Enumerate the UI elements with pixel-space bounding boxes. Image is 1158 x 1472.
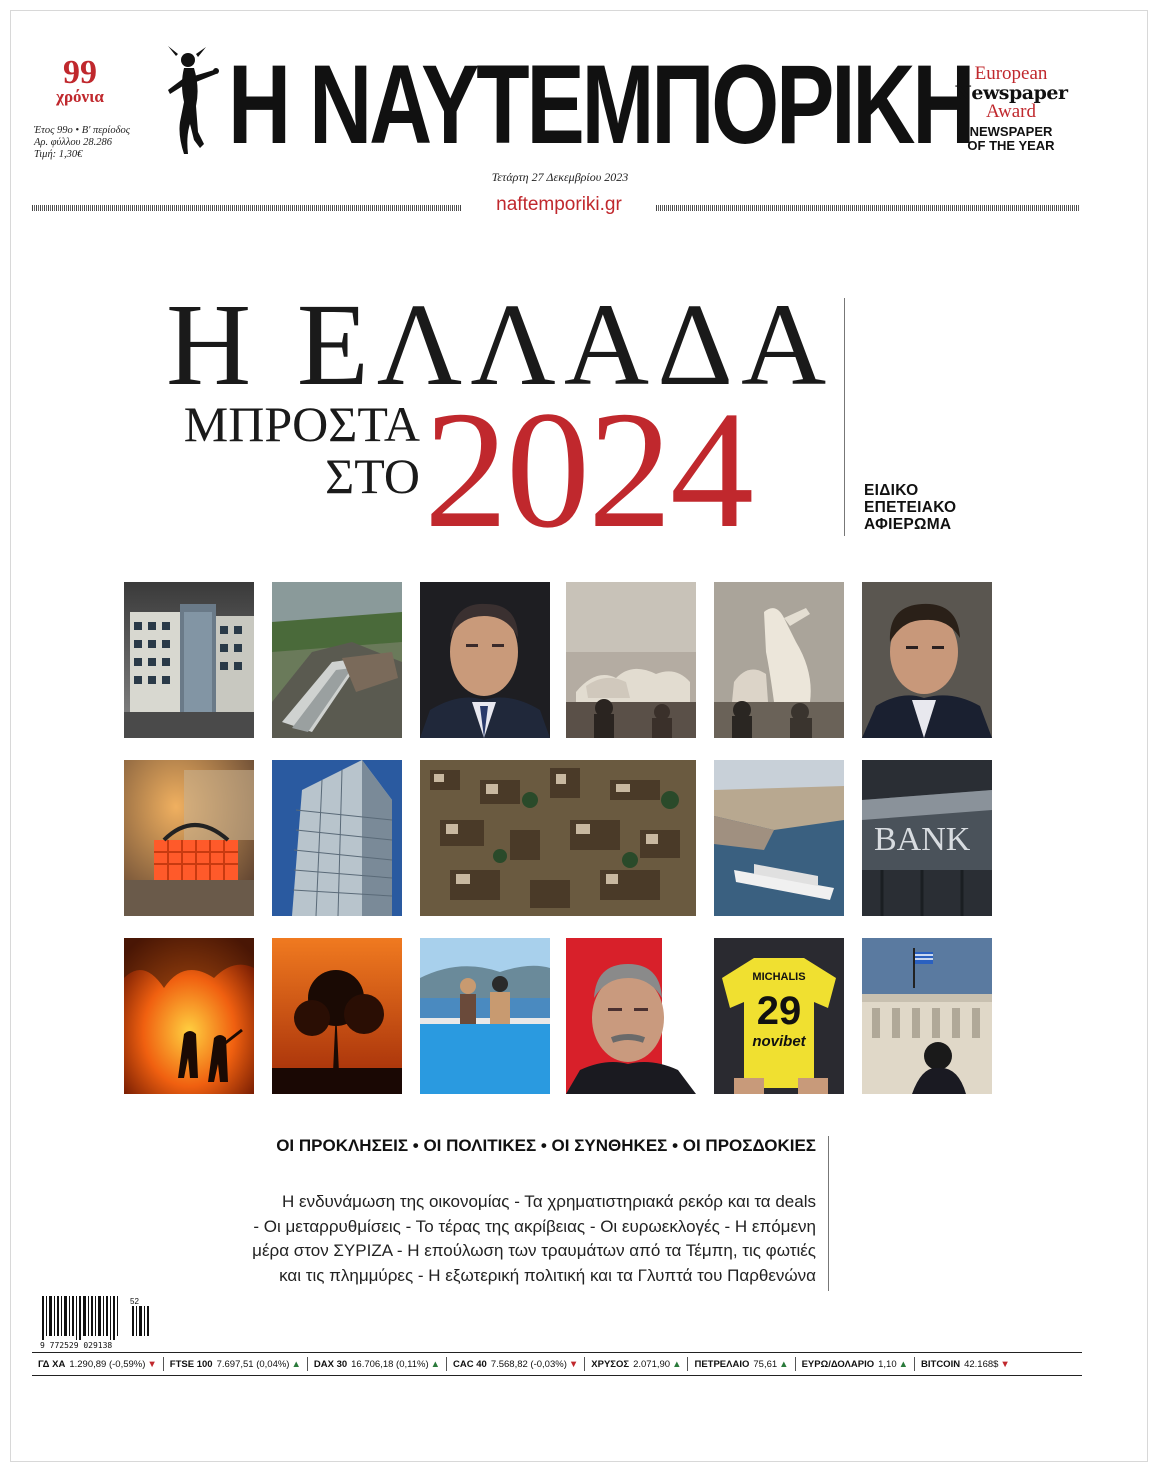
headline-mprosta: ΜΠΡΟΣΤΑ	[183, 396, 420, 452]
ticker-item-bitcoin: BITCOIN 42.168$ ▼	[914, 1357, 1016, 1371]
ticker-item-athex: ΓΔ ΧΑ 1.290,89 (-0,59%) ▼	[38, 1358, 157, 1370]
description-line-1: Η ενδυνάμωση της οικονομίας - Τα χρηματιστηριακά ρεκόρ και τα deals	[281, 1192, 816, 1211]
description-line-2: - Οι μεταρρυθμίσεις - Το τέρας της ακρίβειας - Οι ευρωεκλογές - Η επόμενη	[253, 1216, 816, 1236]
headline-sto: ΣΤΟ	[325, 448, 420, 504]
award-line-newspaper: Newspaper	[954, 82, 1068, 104]
down-arrow-icon: ▼	[568, 1358, 579, 1370]
topics-line: ΟΙ ΠΡΟΚΛΗΣΕΙΣ • ΟΙ ΠΟΛΙΤΙΚΕΣ • ΟΙ ΣΥΝΘΗΚΕΣ • ΟΙ ΠΡΟΣΔΟΚΙΕΣ	[276, 1136, 816, 1155]
photo-bank-building	[862, 760, 992, 916]
up-arrow-icon: ▲	[430, 1358, 441, 1370]
publication-date: Τετάρτη 27 Δεκεμβρίου 2023	[491, 170, 629, 184]
ticker-item-ftse: FTSE 100 7.697,51 (0,04%) ▲	[163, 1357, 307, 1371]
special-line-3: ΑΦΙΕΡΩΜΑ	[864, 516, 952, 533]
description-line-4: και τις πλημμύρες - Η εξωτερική πολιτική και τα Γλυπτά του Παρθενώνα	[279, 1265, 816, 1285]
special-edition-label	[864, 482, 956, 533]
photo-shopping-basket	[124, 760, 254, 916]
website-link[interactable]: naftemporiki.gr	[496, 194, 622, 215]
masthead-rule-right	[656, 205, 1080, 211]
ticker-item-cac: CAC 40 7.568,82 (-0,03%) ▼	[446, 1357, 584, 1371]
bank-sign-text: BANK	[874, 821, 971, 858]
photo-erdogan-portrait	[566, 938, 696, 1094]
photo-greek-parliament	[862, 938, 992, 1094]
award-line-title-2: OF THE YEAR	[967, 138, 1055, 153]
photo-museum-statues	[714, 582, 844, 738]
barcode-digits: 9 772529 029138	[40, 1341, 113, 1350]
photo-glass-skyscraper	[272, 760, 402, 916]
up-arrow-icon: ▲	[898, 1358, 909, 1370]
description-line-3: μέρα στον ΣΥΡΙΖΑ - Η επούλωση των τραυμάτων από τα Τέμπη, τις φωτιές	[252, 1241, 816, 1260]
photo-tempi-train-wreck	[272, 582, 402, 738]
photo-parthenon-marbles-museum	[566, 582, 696, 738]
ticker-item-dax: DAX 30 16.706,18 (0,11%) ▲	[307, 1357, 446, 1371]
photo-stock-exchange-building	[124, 582, 254, 738]
headline-year: 2024	[424, 377, 752, 563]
issue-number-line: Αρ. φύλλου 28.286	[34, 137, 112, 148]
award-line-award: Award	[986, 101, 1036, 122]
award-badge	[936, 64, 1086, 153]
hermes-logo-icon	[160, 44, 220, 166]
photo-kasselakis-portrait	[862, 582, 992, 738]
up-arrow-icon: ▲	[672, 1358, 682, 1370]
feature-description	[150, 1190, 816, 1288]
photo-thessaly-flood-aerial	[420, 760, 696, 916]
years-number: 99	[63, 54, 97, 91]
issue-price-line: Τιμή: 1,30€	[34, 149, 83, 160]
up-arrow-icon: ▲	[779, 1358, 789, 1370]
photo-tourists-infinity-pool	[420, 938, 550, 1094]
photo-mitsotakis-portrait	[420, 582, 550, 738]
photo-aek-michalis-jersey	[714, 938, 844, 1094]
newspaper-title: Η ΝΑΥΤΕΜΠΟΡΙΚΗ	[228, 42, 973, 167]
award-line-title-1: NEWSPAPER	[969, 124, 1053, 139]
special-line-2: ΕΠΕΤΕΙΑΚΟ	[864, 499, 957, 516]
jersey-number-text: 29	[756, 989, 802, 1033]
jersey-name-text: MICHALIS	[752, 971, 806, 983]
photo-forest-fire	[272, 938, 402, 1094]
photo-wildfire-firefighters	[124, 938, 254, 1094]
topics-divider	[828, 1136, 829, 1291]
down-arrow-icon: ▼	[147, 1358, 157, 1370]
market-ticker	[32, 1352, 1082, 1376]
headline-divider	[844, 298, 845, 536]
photo-piraeus-port-cruise	[714, 760, 844, 916]
issue-info	[34, 125, 130, 161]
up-arrow-icon: ▲	[291, 1358, 301, 1370]
ticker-item-eurusd: ΕΥΡΩ/ΔΟΛΑΡΙΟ 1,10 ▲	[795, 1357, 914, 1371]
award-line-european: European	[974, 63, 1048, 84]
years-word: χρόνια	[56, 87, 104, 106]
anniversary-badge	[40, 54, 120, 106]
jersey-sponsor-text: novibet	[752, 1033, 806, 1050]
barcode-issue: 52	[130, 1297, 139, 1306]
headline-greece: Η ΕΛΛΑΔΑ	[166, 279, 835, 410]
down-arrow-icon: ▼	[1000, 1358, 1010, 1370]
special-line-1: ΕΙΔΙΚΟ	[864, 482, 919, 499]
ticker-item-oil: ΠΕΤΡΕΛΑΙΟ 75,61 ▲	[687, 1357, 794, 1371]
issue-year-line: Έτος 99ο • Β' περίοδος	[34, 125, 130, 136]
ticker-item-gold: ΧΡΥΣΟΣ 2.071,90 ▲	[584, 1357, 687, 1371]
masthead-rule-left	[32, 205, 462, 211]
